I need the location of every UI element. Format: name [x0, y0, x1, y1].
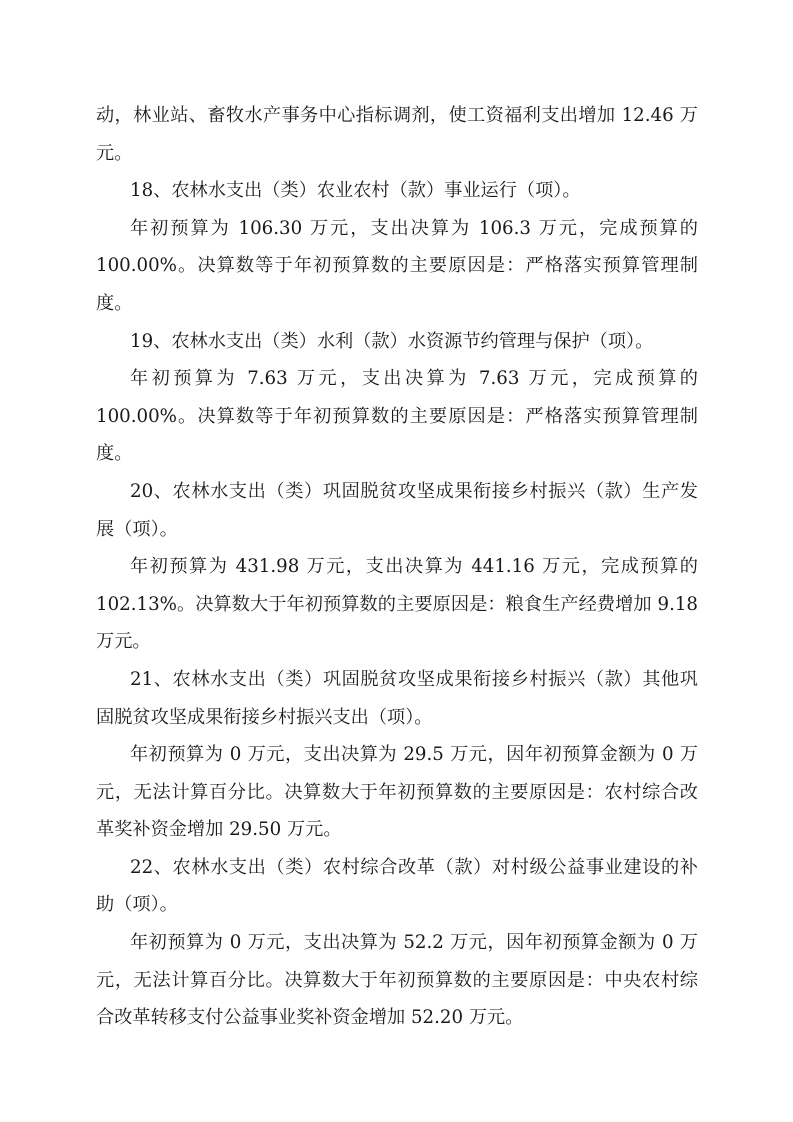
- text-line: 固脱贫攻坚成果衔接乡村振兴支出（项）。: [96, 706, 433, 728]
- text-line: 100.00%。决算数等于年初预算数的主要原因是：严格落实预算管理制: [96, 405, 698, 427]
- text-line: 元，无法计算百分比。决算数大于年初预算数的主要原因是：中央农村综: [96, 969, 698, 991]
- text-line: 22、农林水支出（类）农村综合改革（款）对村级公益事业建设的补: [130, 856, 698, 878]
- paragraph-continuation: [96, 97, 698, 172]
- paragraph-19: [96, 360, 698, 473]
- text-line: 度。: [96, 292, 133, 314]
- paragraph-22: [96, 924, 698, 1037]
- document-page: [96, 97, 698, 1037]
- text-line: 年初预算为 106.30 万元，支出决算为 106.3 万元，完成预算的: [130, 217, 698, 239]
- text-line: 19、农林水支出（类）水利（款）水资源节约管理与保护（项）。: [130, 330, 654, 352]
- section-heading-22: [96, 849, 698, 924]
- text-line: 21、农林水支出（类）巩固脱贫攻坚成果衔接乡村振兴（款）其他巩: [130, 668, 698, 690]
- text-line: 102.13%。决算数大于年初预算数的主要原因是：粮食生产经费增加 9.18: [96, 593, 698, 615]
- section-heading-18: [96, 172, 698, 210]
- text-line: 革奖补资金增加 29.50 万元。: [96, 819, 342, 841]
- section-heading-20: [96, 473, 698, 548]
- text-line: 18、农林水支出（类）农业农村（款）事业运行（项）。: [130, 180, 581, 202]
- paragraph-20: [96, 548, 698, 661]
- section-heading-19: [96, 323, 698, 361]
- text-line: 元，无法计算百分比。决算数大于年初预算数的主要原因是：农村综合改: [96, 781, 698, 803]
- text-line: 度。: [96, 443, 133, 465]
- text-line: 年初预算为 0 万元，支出决算为 29.5 万元，因年初预算金额为 0 万: [130, 744, 698, 766]
- section-heading-21: [96, 661, 698, 736]
- text-line: 年初预算为 431.98 万元，支出决算为 441.16 万元，完成预算的: [130, 556, 698, 578]
- text-line: 助（项）。: [96, 894, 178, 916]
- paragraph-21: [96, 736, 698, 849]
- text-line: 年初预算为 7.63 万元，支出决算为 7.63 万元，完成预算的: [130, 368, 698, 390]
- text-line: 20、农林水支出（类）巩固脱贫攻坚成果衔接乡村振兴（款）生产发: [130, 480, 698, 502]
- text-line: 动，林业站、畜牧水产事务中心指标调剂，使工资福利支出增加 12.46 万: [96, 105, 698, 126]
- text-line: 万元。: [96, 631, 151, 653]
- paragraph-18: [96, 210, 698, 323]
- text-line: 100.00%。决算数等于年初预算数的主要原因是：严格落实预算管理制: [96, 255, 698, 277]
- text-line: 元。: [96, 142, 133, 164]
- text-line: 展（项）。: [96, 518, 178, 540]
- text-line: 年初预算为 0 万元，支出决算为 52.2 万元，因年初预算金额为 0 万: [130, 932, 698, 954]
- text-line: 合改革转移支付公益事业奖补资金增加 52.20 万元。: [96, 1007, 524, 1029]
